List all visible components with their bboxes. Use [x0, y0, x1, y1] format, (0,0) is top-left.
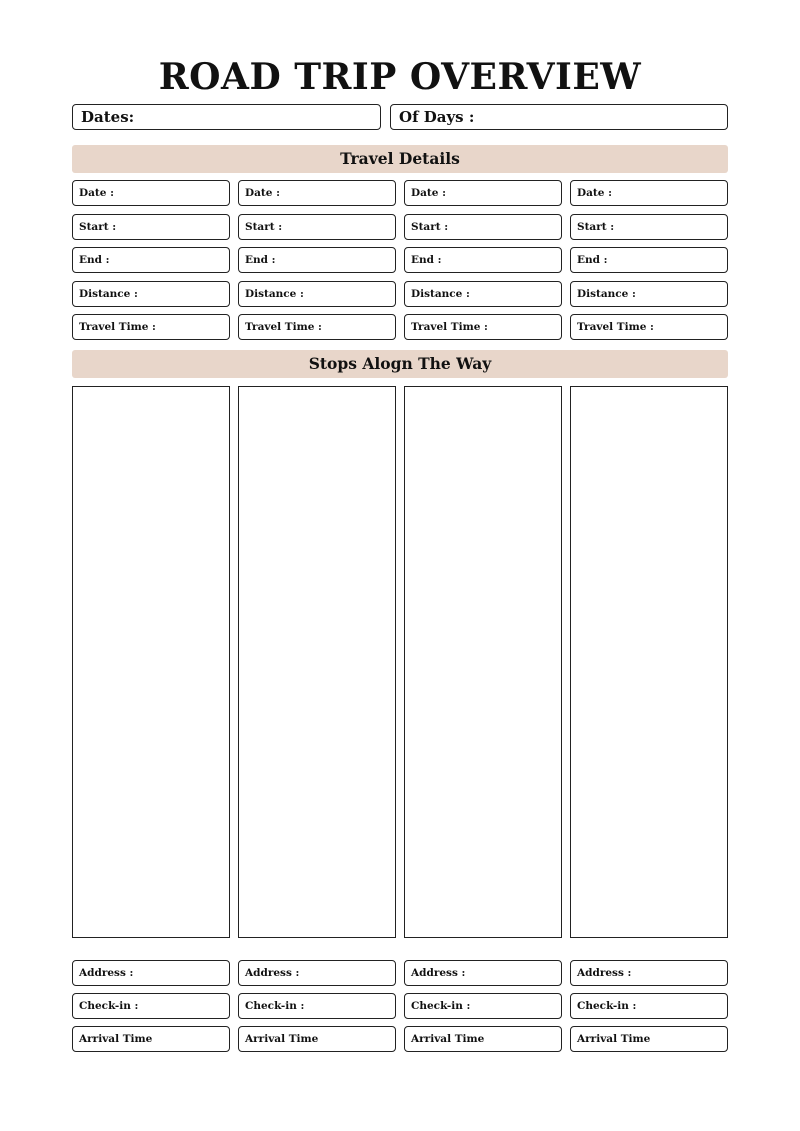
travel-time-field[interactable] [404, 314, 562, 340]
arrival-time-label: Arrival Time [79, 1033, 153, 1045]
date-label: Date : [245, 187, 280, 199]
date-label: Date : [79, 187, 114, 199]
check-in-field[interactable] [404, 993, 562, 1019]
distance-field[interactable] [404, 281, 562, 307]
end-field[interactable] [570, 247, 728, 273]
address-field[interactable] [72, 960, 230, 986]
distance-label: Distance : [411, 287, 470, 300]
address-label: Address : [411, 967, 466, 979]
date-label: Date : [577, 187, 612, 199]
date-field[interactable] [404, 180, 562, 206]
check-in-field[interactable] [570, 993, 728, 1019]
end-label: End : [577, 254, 608, 266]
page-title: ROAD TRIP OVERVIEW [158, 56, 642, 98]
arrival-time-field[interactable] [404, 1026, 562, 1052]
date-field[interactable] [570, 180, 728, 206]
start-label: Start : [79, 220, 117, 233]
arrival-time-label: Arrival Time [411, 1033, 485, 1045]
check-in-field[interactable] [72, 993, 230, 1019]
travel-time-label: Travel Time : [245, 321, 322, 333]
travel-time-label: Travel Time : [411, 321, 488, 333]
address-label: Address : [577, 967, 632, 979]
start-field[interactable] [404, 214, 562, 240]
stop-notes-box[interactable] [72, 386, 230, 938]
stops-heading: Stops Alogn The Way [308, 354, 492, 373]
arrival-time-label: Arrival Time [577, 1033, 651, 1045]
start-label: Start : [411, 220, 449, 233]
end-field[interactable] [404, 247, 562, 273]
address-field[interactable] [238, 960, 396, 986]
days-label: Of Days : [399, 108, 475, 126]
distance-field[interactable] [570, 281, 728, 307]
stops-grid [72, 386, 728, 938]
address-label: Address : [245, 967, 300, 979]
travel-time-label: Travel Time : [79, 321, 156, 333]
stop-notes-box[interactable] [238, 386, 396, 938]
start-field[interactable] [570, 214, 728, 240]
distance-label: Distance : [577, 287, 636, 300]
address-field[interactable] [570, 960, 728, 986]
date-field[interactable] [72, 180, 230, 206]
stop-notes-box[interactable] [570, 386, 728, 938]
check-in-label: Check-in : [79, 1000, 139, 1012]
stop-info-grid [72, 960, 728, 1052]
travel-details-grid [72, 180, 728, 340]
start-field[interactable] [72, 214, 230, 240]
travel-time-field[interactable] [570, 314, 728, 340]
travel-details-heading: Travel Details [340, 149, 460, 168]
check-in-label: Check-in : [577, 1000, 637, 1012]
arrival-time-field[interactable] [238, 1026, 396, 1052]
days-field[interactable] [390, 104, 728, 130]
stop-notes-box[interactable] [404, 386, 562, 938]
check-in-label: Check-in : [411, 1000, 471, 1012]
end-field[interactable] [238, 247, 396, 273]
travel-details-banner [72, 145, 728, 173]
start-label: Start : [577, 220, 615, 233]
distance-field[interactable] [72, 281, 230, 307]
check-in-label: Check-in : [245, 1000, 305, 1012]
dates-field[interactable] [72, 104, 381, 130]
arrival-time-label: Arrival Time [245, 1033, 319, 1045]
check-in-field[interactable] [238, 993, 396, 1019]
date-field[interactable] [238, 180, 396, 206]
end-label: End : [79, 254, 110, 266]
stops-banner [72, 350, 728, 378]
distance-label: Distance : [245, 287, 304, 300]
distance-label: Distance : [79, 287, 138, 300]
travel-time-field[interactable] [238, 314, 396, 340]
date-label: Date : [411, 187, 446, 199]
start-label: Start : [245, 220, 283, 233]
start-field[interactable] [238, 214, 396, 240]
end-label: End : [411, 254, 442, 266]
arrival-time-field[interactable] [570, 1026, 728, 1052]
travel-time-field[interactable] [72, 314, 230, 340]
arrival-time-field[interactable] [72, 1026, 230, 1052]
end-field[interactable] [72, 247, 230, 273]
distance-field[interactable] [238, 281, 396, 307]
end-label: End : [245, 254, 276, 266]
address-field[interactable] [404, 960, 562, 986]
address-label: Address : [79, 967, 134, 979]
travel-time-label: Travel Time : [577, 321, 654, 333]
dates-label: Dates: [81, 108, 135, 126]
